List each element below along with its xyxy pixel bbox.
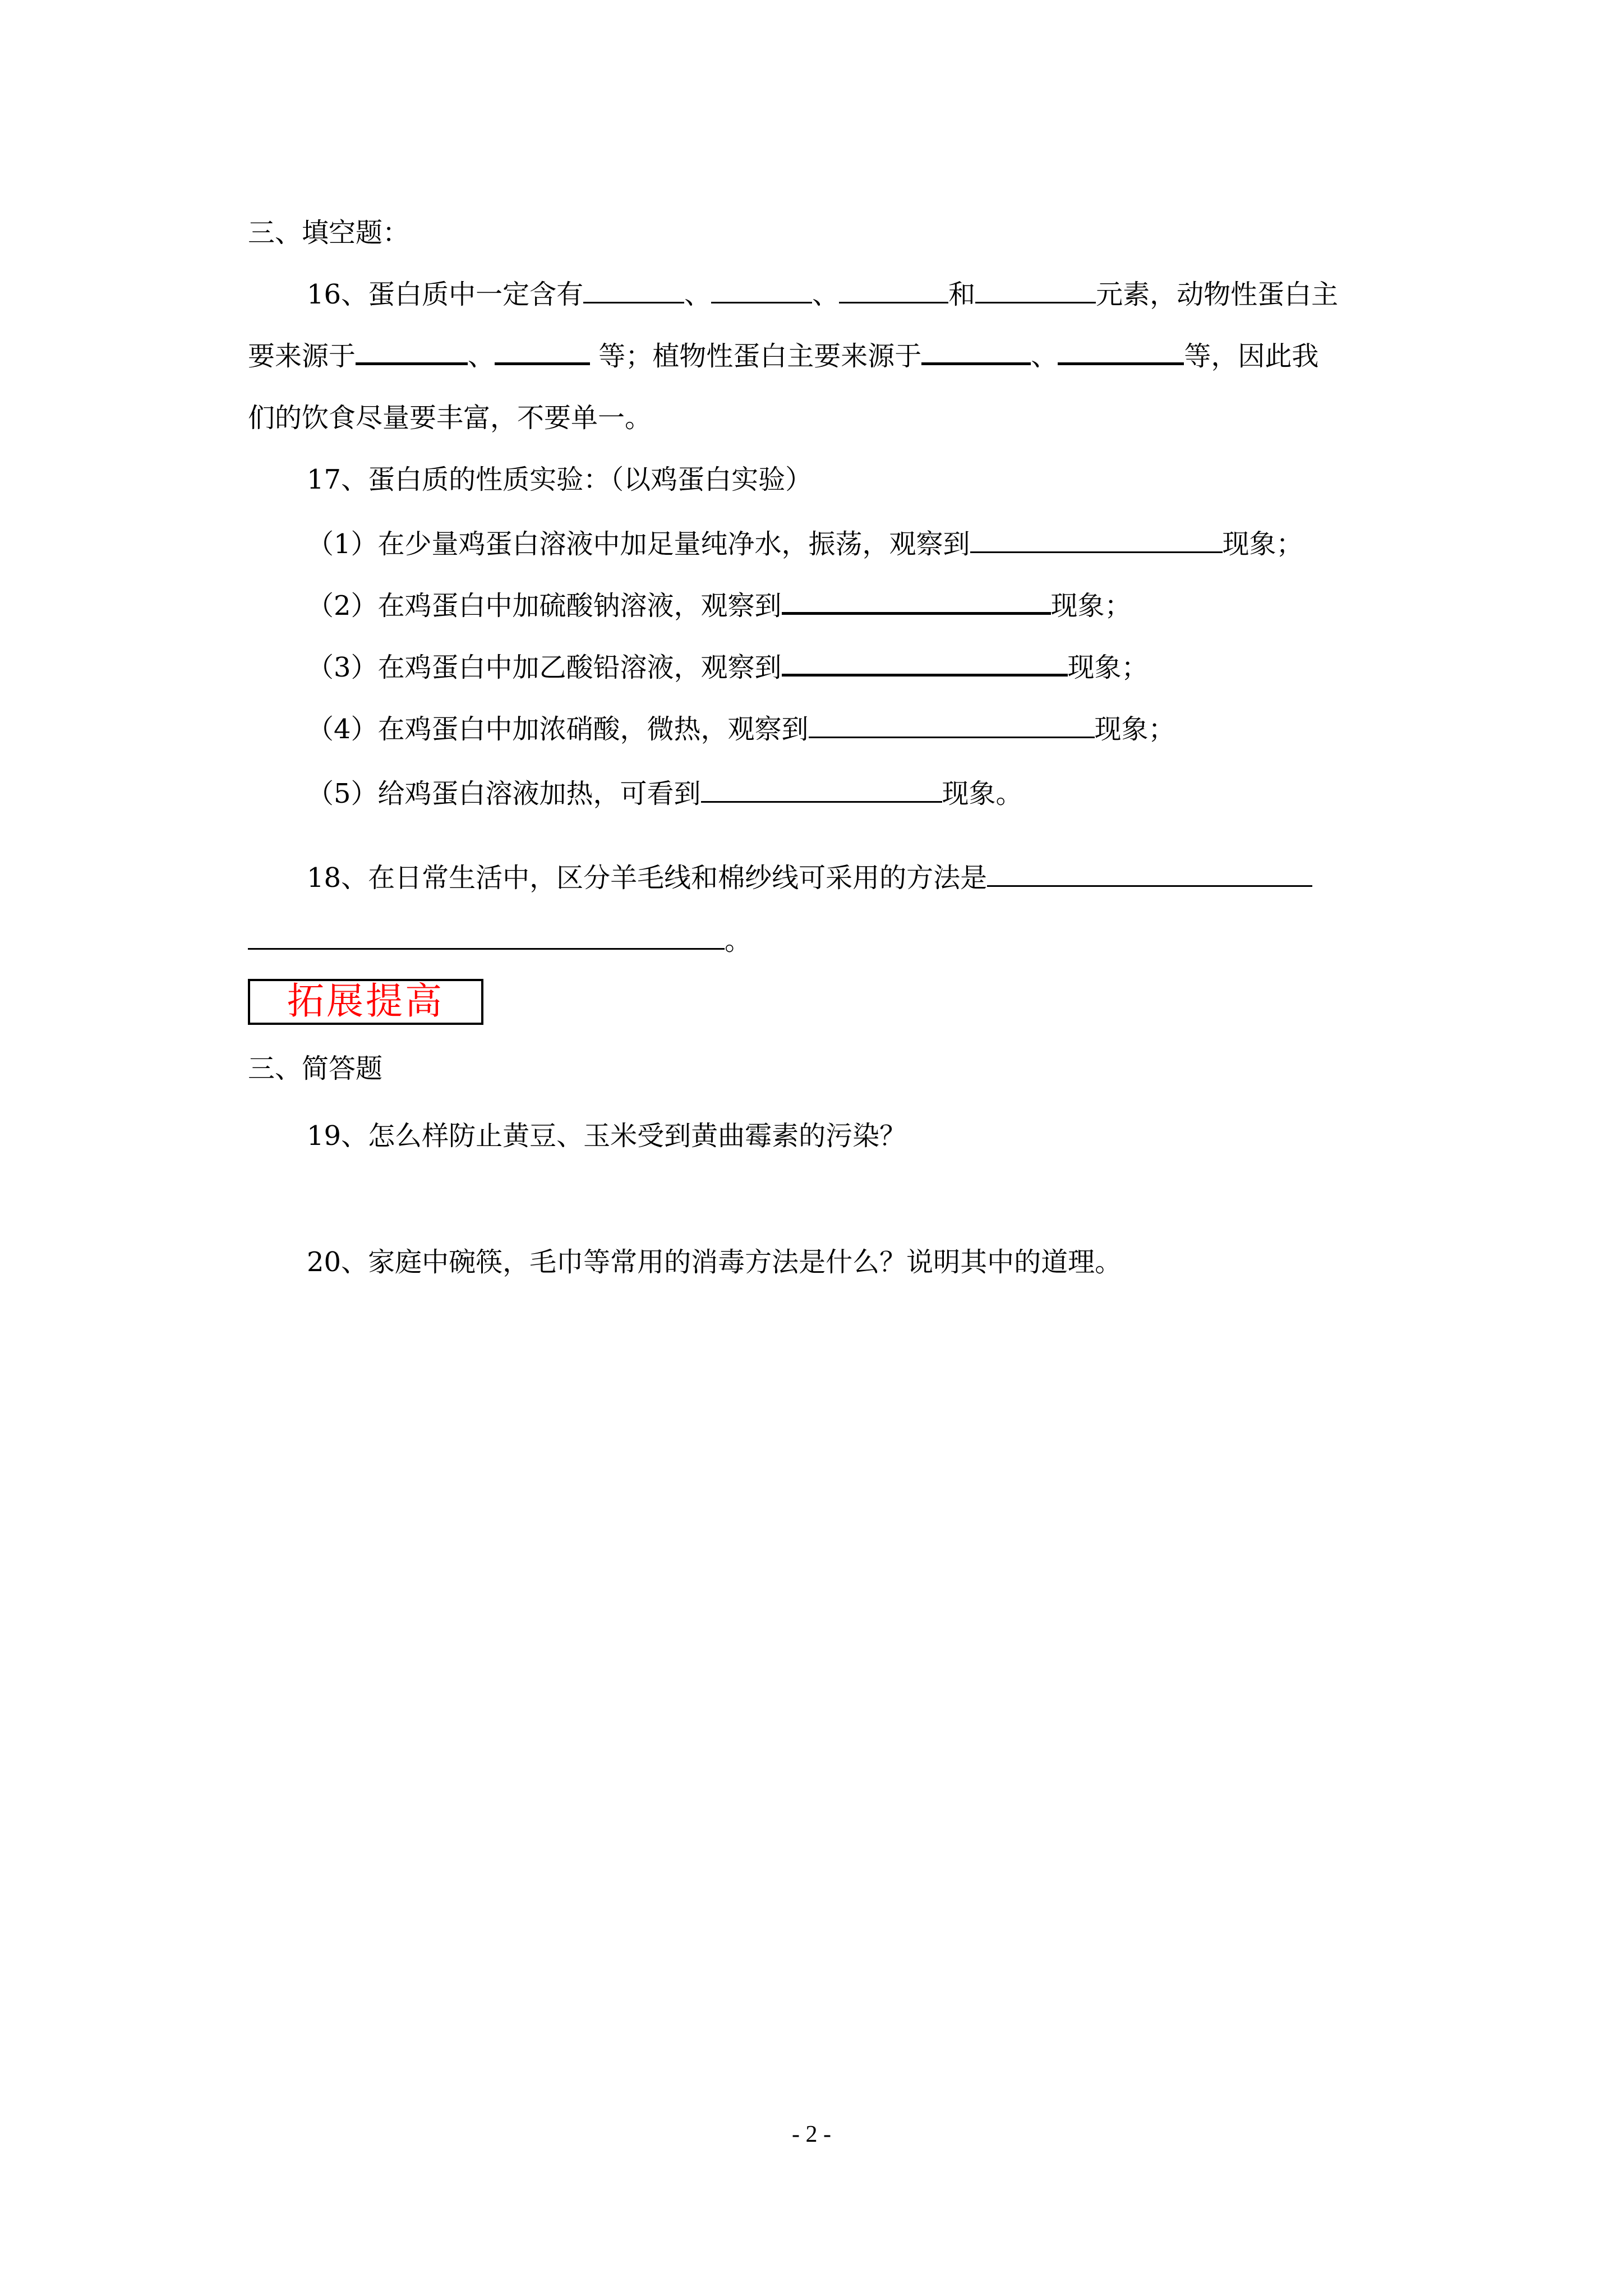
q17-item-2-suffix: 现象； <box>1050 590 1132 622</box>
q18-blank-1[interactable] <box>987 859 1312 887</box>
q16-and: 和 <box>948 279 976 310</box>
q17-item-1-blank[interactable] <box>970 526 1223 553</box>
q16-sep-3: 、 <box>468 341 495 372</box>
q16-blank-5[interactable] <box>356 337 468 365</box>
q16-text-4: 等；植物性蛋白主要来源于 <box>590 341 922 372</box>
question-17-item-3 <box>307 648 1149 687</box>
question-16-line-1 <box>307 275 1338 314</box>
q17-item-1-text: （1）在少量鸡蛋白溶液中加足量纯净水，振荡，观察到 <box>307 528 970 560</box>
question-16-line-2 <box>248 337 1318 376</box>
q17-item-5-text: （5）给鸡蛋白溶液加热，可看到 <box>307 778 701 809</box>
q16-blank-4[interactable] <box>975 276 1096 303</box>
q17-item-1-suffix: 现象； <box>1222 528 1303 560</box>
q18-text: 18、在日常生活中，区分羊毛线和棉纱线可采用的方法是 <box>307 862 988 894</box>
question-16-line-3: 们的饮食尽量要丰富，不要单一。 <box>248 402 652 434</box>
q16-blank-7[interactable] <box>921 337 1031 365</box>
q17-item-3-text: （3）在鸡蛋白中加乙酸铅溶液，观察到 <box>307 652 782 683</box>
question-17-item-5 <box>307 774 1023 813</box>
q17-item-5-suffix: 现象。 <box>942 778 1023 809</box>
q16-text-5: 等，因此我 <box>1184 341 1319 372</box>
question-17-item-4 <box>307 710 1175 749</box>
q16-text-2: 元素，动物性蛋白主 <box>1096 279 1339 310</box>
q17-item-2-text: （2）在鸡蛋白中加硫酸钠溶液，观察到 <box>307 590 782 622</box>
q16-sep-2: 、 <box>812 279 840 310</box>
question-18-line-1 <box>307 858 1312 898</box>
q16-text-3: 要来源于 <box>248 341 356 372</box>
q17-item-4-suffix: 现象； <box>1094 714 1175 745</box>
q17-item-4-text: （4）在鸡蛋白中加浓硝酸，微热，观察到 <box>307 714 809 745</box>
q16-blank-2[interactable] <box>711 276 812 303</box>
section-title-short-answer: 三、简答题 <box>248 1053 383 1084</box>
q18-blank-2[interactable] <box>248 922 725 950</box>
q16-text-1: 16、蛋白质中一定含有 <box>307 279 584 310</box>
question-19: 19、怎么样防止黄豆、玉米受到黄曲霉素的污染？ <box>307 1120 907 1152</box>
question-17-title: 17、蛋白质的性质实验：（以鸡蛋白实验） <box>307 464 813 495</box>
q16-blank-8[interactable] <box>1058 337 1184 365</box>
q17-item-2-blank[interactable] <box>782 586 1051 615</box>
question-17-item-1 <box>307 524 1303 564</box>
q16-sep-1: 、 <box>684 279 712 310</box>
q16-sep-4: 、 <box>1031 341 1058 372</box>
q17-item-5-blank[interactable] <box>701 775 942 803</box>
q17-item-3-blank[interactable] <box>782 648 1068 677</box>
question-18-line-2 <box>248 921 751 960</box>
extension-heading: 拓展提高 <box>248 979 483 1025</box>
section-title-fill-blank: 三、填空题： <box>248 217 410 249</box>
q16-blank-1[interactable] <box>583 276 684 303</box>
q16-blank-6[interactable] <box>495 337 590 365</box>
q17-item-4-blank[interactable] <box>809 711 1095 738</box>
page-number: - 2 - <box>792 2122 831 2147</box>
q16-blank-3[interactable] <box>839 276 948 303</box>
q17-item-3-suffix: 现象； <box>1067 652 1149 683</box>
q18-end: 。 <box>725 925 752 956</box>
question-17-item-2 <box>307 586 1132 625</box>
question-20: 20、家庭中碗筷，毛巾等常用的消毒方法是什么？说明其中的道理。 <box>307 1246 1122 1278</box>
